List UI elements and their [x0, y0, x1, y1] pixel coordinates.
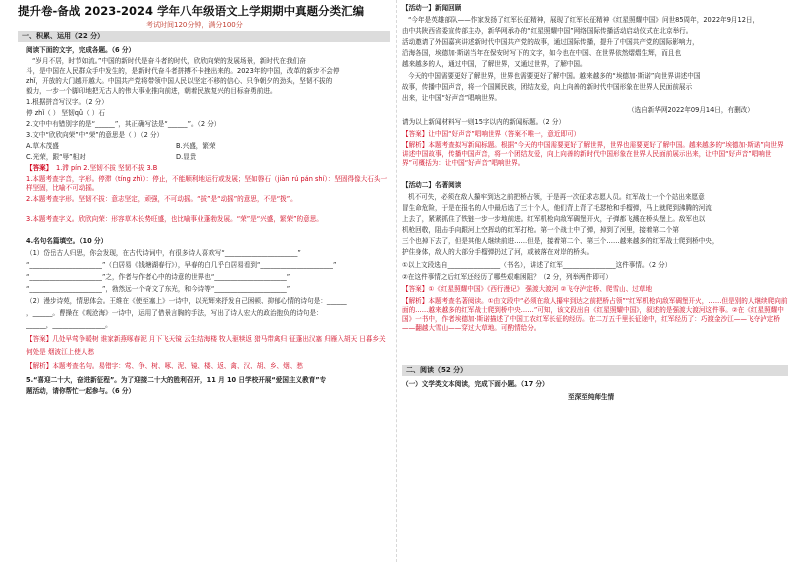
passage-title: 至深至纯师生情	[568, 393, 615, 401]
news-line: 由中共陕西省委宣传部主办，新华网承办的“红星照耀中国”网络国际传播活动启动仪式在北京举行。	[402, 27, 693, 35]
question-2: 2.文中中有错别字的是“______”，其正确写法是“______”。（2 分）	[26, 120, 221, 128]
analysis-4: 【解析】本题考查名句。易错字：莺、争、树、啄、泥、镜、楼、返、禽、汉、胡、乡、烟、愁	[26, 362, 303, 370]
news-line: “今年是英雄部队——作家发扬了红军长征精神，展现了红军长征精神《红星照耀中国》问世85周年，2022年9月12日，	[408, 16, 760, 24]
question-1: 1.根据拼音写汉字。（2 分）	[26, 98, 108, 106]
novel-line: 三个也掉下去了，但是其他人继续前进……但是，接着第二个、第三个……越来越多的红军战士爬到桥中央，	[402, 237, 719, 245]
question-3: 3.文中“欣欣向荣”中“荣”的意思是（ ）（2 分）	[26, 131, 164, 139]
option-d: D.显贵	[176, 153, 197, 161]
question-4-line: “______________________”（白居易《钱塘湖春行》），早春的白几乎白居易看到“______________________”	[26, 261, 337, 269]
option-b: B.兴盛，繁荣	[176, 142, 216, 150]
question-4-line: ______，________________。	[26, 321, 112, 329]
novel-line: 机不可失，必须在敌人攥牢到达之前把桥占领，于是再一次征求志愿人员。红军战士一个个站出来愿意	[408, 193, 705, 201]
answer-text: 1.滞 pín 2.坚韧不拔 坚韧不拔 3.B	[56, 164, 158, 172]
page-subtitle: 考试时间120分钟，满分100分	[146, 21, 243, 29]
passage-line: zhǐ，开放的大门越开越大。中国共产党将带领中国人民以坚定不移的信心、只争朝夕的劲头，坚韧不拔的	[26, 77, 333, 85]
analysis-b: 【解析】本题考查名著阅读。①由文段中“必须在敌人攥牢到达之前把桥占领”“红军机枪向敌军碉堡开火，……但是别的人继续爬向前面的……越来越多的红军战士爬到桥中央……”可知，该文段出自《红星照耀中国》，叙述的是强渡大渡河这件事。②在《红星照耀中国》一书中，作者埃德加·斯诺描述了中国工农红军长征的经历。在二万五千里长征途中，红军经历了：巧渡金沙江——飞夺泸定桥——翻越大雪山——穿过大草地。可酌情给分。	[402, 297, 788, 332]
question-c: ②在这件事情之后红军还经历了哪些艰难困阻？（2 分，列举两件即可）	[402, 273, 613, 281]
novel-line: 护住身体，敌人的大部分手榴弹扔过了河，或被落在对岸的桥头。	[402, 248, 594, 256]
news-line: 出来，让中国“好声音”唱响世界。	[402, 94, 502, 102]
news-line: 故事，传播中国声音，将一个国圆民族，团结友爱，向上向善的新时代中国形象在世界人民面前展示	[402, 83, 693, 91]
question-4-line: “______________________”，勃然远一个奇文了东光，和今诗等“______________________”	[26, 285, 291, 293]
novel-line: 上去了，紧紧抓住了铁链一步一步地前进。红军机枪向敌军碉堡开火，子弹都飞溅在桥头堡上。敌军也以	[402, 215, 706, 223]
question-4-line: （1）岱岳古人归思，你会发现，在古代诗词中，有很多诗人喜欢写“______________________”	[26, 249, 301, 257]
analysis-2: 2.本题考查字形。坚韧不拔：意志坚定，顽强，不可动摇。“拔”是“动摇”的意思，不是“拨”。	[26, 195, 297, 203]
answer-label: 【答案】	[26, 164, 53, 172]
section-title: 一、积累、运用（22 分）	[22, 32, 105, 40]
passage-line: 斗，是中国在人民群众手中发生的，是新时代奋斗者拼搏不卡挫出来的。2023年的中国，改革的新步不会停	[26, 67, 340, 75]
page-title: 提升卷-备战 2023-2024 学年八年级语文上学期期中真题分类汇编	[18, 4, 365, 18]
news-line: 今天的中国需要更好了解世界，世界也需要更好了解中国。越来越多的“埃德加·斯诺”向世界讲述中国	[408, 72, 701, 80]
question-4-line: “______________________”之，作者与作者心中的诗意的世界也“______________________”	[26, 273, 291, 281]
activity-1-heading: 【活动一】新闻回顾	[402, 4, 462, 12]
analysis-3: 3.本题考查字义。欣欣向荣：形容草木长势旺盛，也比喻事业蓬勃发展。“荣”是“兴盛，繁荣”的意思。	[26, 215, 323, 223]
section-title: 二、阅读（52 分）	[406, 366, 468, 374]
question-1-blanks: 停 zhǐ（ ） 坚韧qǜ（ ）石	[26, 109, 105, 117]
analysis-1: 1.本题考查字音，字形。停滞（tíng zhì）：停止，不能顺利地运行或发展；坚如磐石（jiān rú pán shí）：坚固得像大石头一样坚固，比喻不可动摇。	[26, 175, 388, 192]
passage-line: 毅力，一步一个脚印地把无古人的伟大事业推向前进，朝着民族复兴的目标奋勇前进。	[26, 87, 277, 95]
news-line: 越来越多的人，通过中国，了解世界，又通过世界，了解中国。	[402, 60, 587, 68]
news-line: 沿海各国，埃德加·斯诺当年在保安时写下的文字，如今也在中国、在世界依然熠熠生辉，而且也	[402, 49, 682, 57]
question-4: 4.名句名篇填空。（10 分）	[26, 237, 108, 245]
instruction: 阅读下面的文字，完成各题。（6 分）	[26, 46, 136, 54]
answer-4: 【答案】几处早莺争暖树 谁家新燕啄春泥 月下飞天镜 云生结海楼 牧人驱犊返 猎马带禽归 征蓬出汉塞 归雁入胡天 日暮乡关何处是 烟波江上使人愁	[26, 335, 386, 356]
novel-line: 机枪回敬，阻击手向跟河上空挥动的红军打枪。第一个战士中了弹，掉到了河里，接着第二个第	[402, 226, 679, 234]
analysis-a: 【解析】本题考查拟写新闻标题。根据“今天的中国需要更好了解世界，世界也需要更好了解中国。越来越多的“埃德加·斯诺”向世界讲述中国故事，传播中国声音，将一个团结友爱，向上向善的新时代中国形象在世界人民面前展示出来，让中国“好声音”唱响世界”可概括为：让中国“好声音”唱响世界。	[402, 141, 784, 167]
activity-2-heading: 【活动二】名著阅读	[402, 181, 462, 189]
news-source: （选自新华网2022年09月14日，有删改）	[628, 106, 754, 114]
news-line: 活动邀请了外国嘉宾讲述新时代中国共产党的故事，通过国际传播，提升了中国共产党的国际影响力，	[402, 38, 699, 46]
question-a: 请为以上新闻材料写一则15字以内的新闻标题。（2 分）	[402, 118, 566, 126]
answer-b: 【答案】①《红星照耀中国》《西行漫记》 强渡大渡河 ②飞夺泸定桥、爬雪山、过草地	[402, 285, 653, 293]
question-5-cont: 题活动，请你帮忙一起参与。（6 分）	[26, 387, 136, 395]
question-b: ①以上文段选自________________（书名），讲述了红军________________这件事情。（2 分）	[402, 261, 672, 269]
question-4-line: （2）漫步诗苑，情思体会。王维在《使至塞上》一诗中，以光辉来抒发自己困顿、抑郁心情的诗句是：______	[26, 297, 347, 305]
novel-line: 冒生命危险，于是在报名的人中最后选了三十个人，他们背上背了毛瑟枪和手榴弹，马上就爬到沸腾的河流	[402, 204, 712, 212]
question-5: 5.“喜迎二十大，奋进新征程”。为了迎接二十大的胜利召开，11 月 10 日学校开展“爱国主义教育”专	[26, 376, 327, 384]
question-6: （一）文学类文本阅读，完成下面小题。（17 分）	[402, 380, 549, 388]
option-c: C.光荣，跟“辱”相对	[26, 153, 86, 161]
question-4-line: ，______。曹操在《观沧海》一诗中，运用了借景言胸的手法，写出了诗人宏大的政治抱负的诗句是：	[26, 309, 323, 317]
answer-a: 【答案】让中国“好声音”唱响世界（答案不唯一，意近即可）	[402, 130, 581, 138]
passage-line: “岁月不居，时节如流。”中国的新时代是奋斗者的时代，欣欣向荣的发展场景，新时代在我们奋	[32, 57, 306, 65]
option-a: A.草木茂盛	[26, 142, 59, 150]
